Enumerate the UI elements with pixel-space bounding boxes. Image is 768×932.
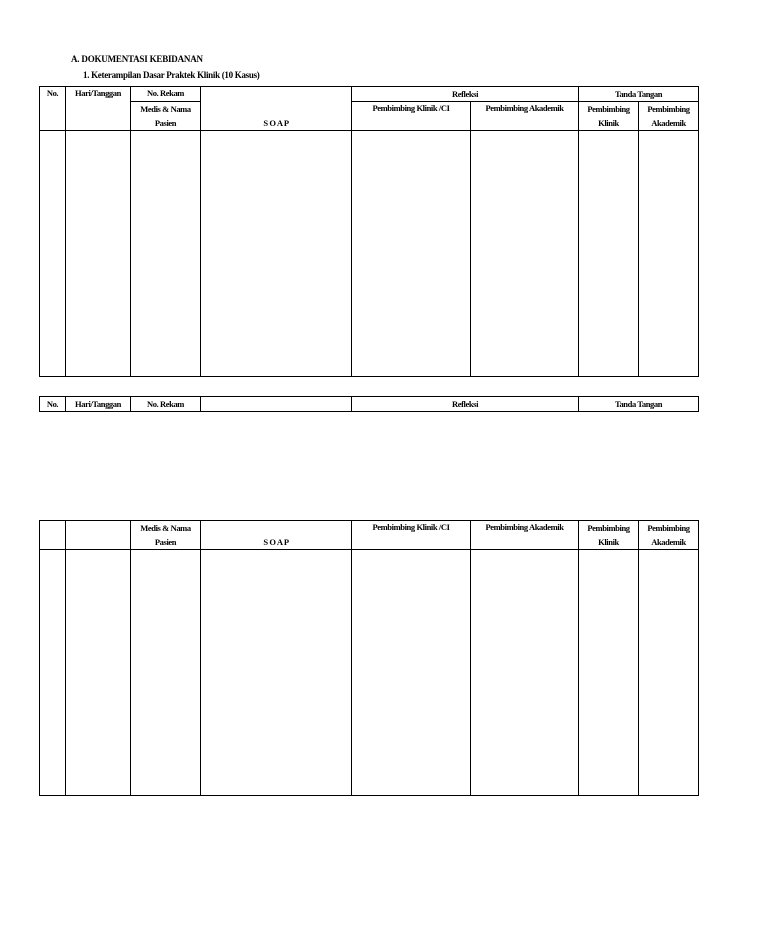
header-reflection-2: Refleksi xyxy=(352,397,579,412)
cell-clinical-reflection[interactable] xyxy=(352,131,471,377)
header-record-line2: Medis & Nama xyxy=(131,102,201,117)
header-clinical-supervisor-3: Pembimbing Klinik /CI xyxy=(352,521,471,550)
header-no: No. xyxy=(40,87,66,131)
cell-soap[interactable] xyxy=(201,550,352,796)
header-clinical-supervisor: Pembimbing Klinik /CI xyxy=(352,102,471,131)
documentation-table-1 xyxy=(39,86,699,377)
header-academic-supervisor-3: Pembimbing Akademik xyxy=(471,521,579,550)
header-record-line2-3: Medis & Nama xyxy=(131,521,201,536)
header-reflection: Refleksi xyxy=(352,87,579,102)
header-record-line1: No. Rekam xyxy=(131,87,201,102)
header-sig-supervisor-academic-3: Pembimbing xyxy=(639,521,699,536)
cell-sig-clinic[interactable] xyxy=(579,131,639,377)
header-academic-supervisor: Pembimbing Akademik xyxy=(471,102,579,131)
header-record-line3: Pasien xyxy=(131,116,201,131)
header-sig-academic: Akademik xyxy=(639,116,699,131)
cell-soap[interactable] xyxy=(201,131,352,377)
cell-record[interactable] xyxy=(131,131,201,377)
documentation-table-3 xyxy=(39,520,699,796)
header-record-line1-2: No. Rekam xyxy=(131,397,201,412)
header-date-2: Hari/Tanggan xyxy=(66,397,131,412)
header-date: Hari/Tanggan xyxy=(66,87,131,131)
header-soap-3: S O A P xyxy=(201,521,352,550)
cell-record[interactable] xyxy=(131,550,201,796)
header-signature-2: Tanda Tangan xyxy=(579,397,699,412)
header-no-2: No. xyxy=(40,397,66,412)
table-row xyxy=(40,131,699,377)
header-sig-supervisor-clinic-1: Pembimbing xyxy=(579,102,639,117)
cell-academic-reflection[interactable] xyxy=(471,131,579,377)
cell-no[interactable] xyxy=(40,550,66,796)
section-title: A. DOKUMENTASI KEBIDANAN xyxy=(71,54,203,64)
header-no-blank-3 xyxy=(40,521,66,550)
cell-date[interactable] xyxy=(66,131,131,377)
header-signature: Tanda Tangan xyxy=(579,87,699,102)
cell-sig-academic[interactable] xyxy=(639,131,699,377)
header-blank-2 xyxy=(201,397,352,412)
cell-no[interactable] xyxy=(40,131,66,377)
cell-sig-academic[interactable] xyxy=(639,550,699,796)
cell-sig-clinic[interactable] xyxy=(579,550,639,796)
header-record-line3-3: Pasien xyxy=(131,535,201,550)
table-row xyxy=(40,550,699,796)
header-soap: S O A P xyxy=(201,87,352,131)
documentation-table-2-header xyxy=(39,396,699,412)
cell-date[interactable] xyxy=(66,550,131,796)
header-sig-academic-3: Akademik xyxy=(639,535,699,550)
header-sig-clinic: Klinik xyxy=(579,116,639,131)
header-sig-supervisor-clinic-3: Pembimbing xyxy=(579,521,639,536)
subsection-title: 1. Keterampilan Dasar Praktek Klinik (10 Kasus) xyxy=(83,70,260,80)
header-sig-clinic-3: Klinik xyxy=(579,535,639,550)
cell-academic-reflection[interactable] xyxy=(471,550,579,796)
cell-clinical-reflection[interactable] xyxy=(352,550,471,796)
header-sig-supervisor-academic-1: Pembimbing xyxy=(639,102,699,117)
header-date-blank-3 xyxy=(66,521,131,550)
